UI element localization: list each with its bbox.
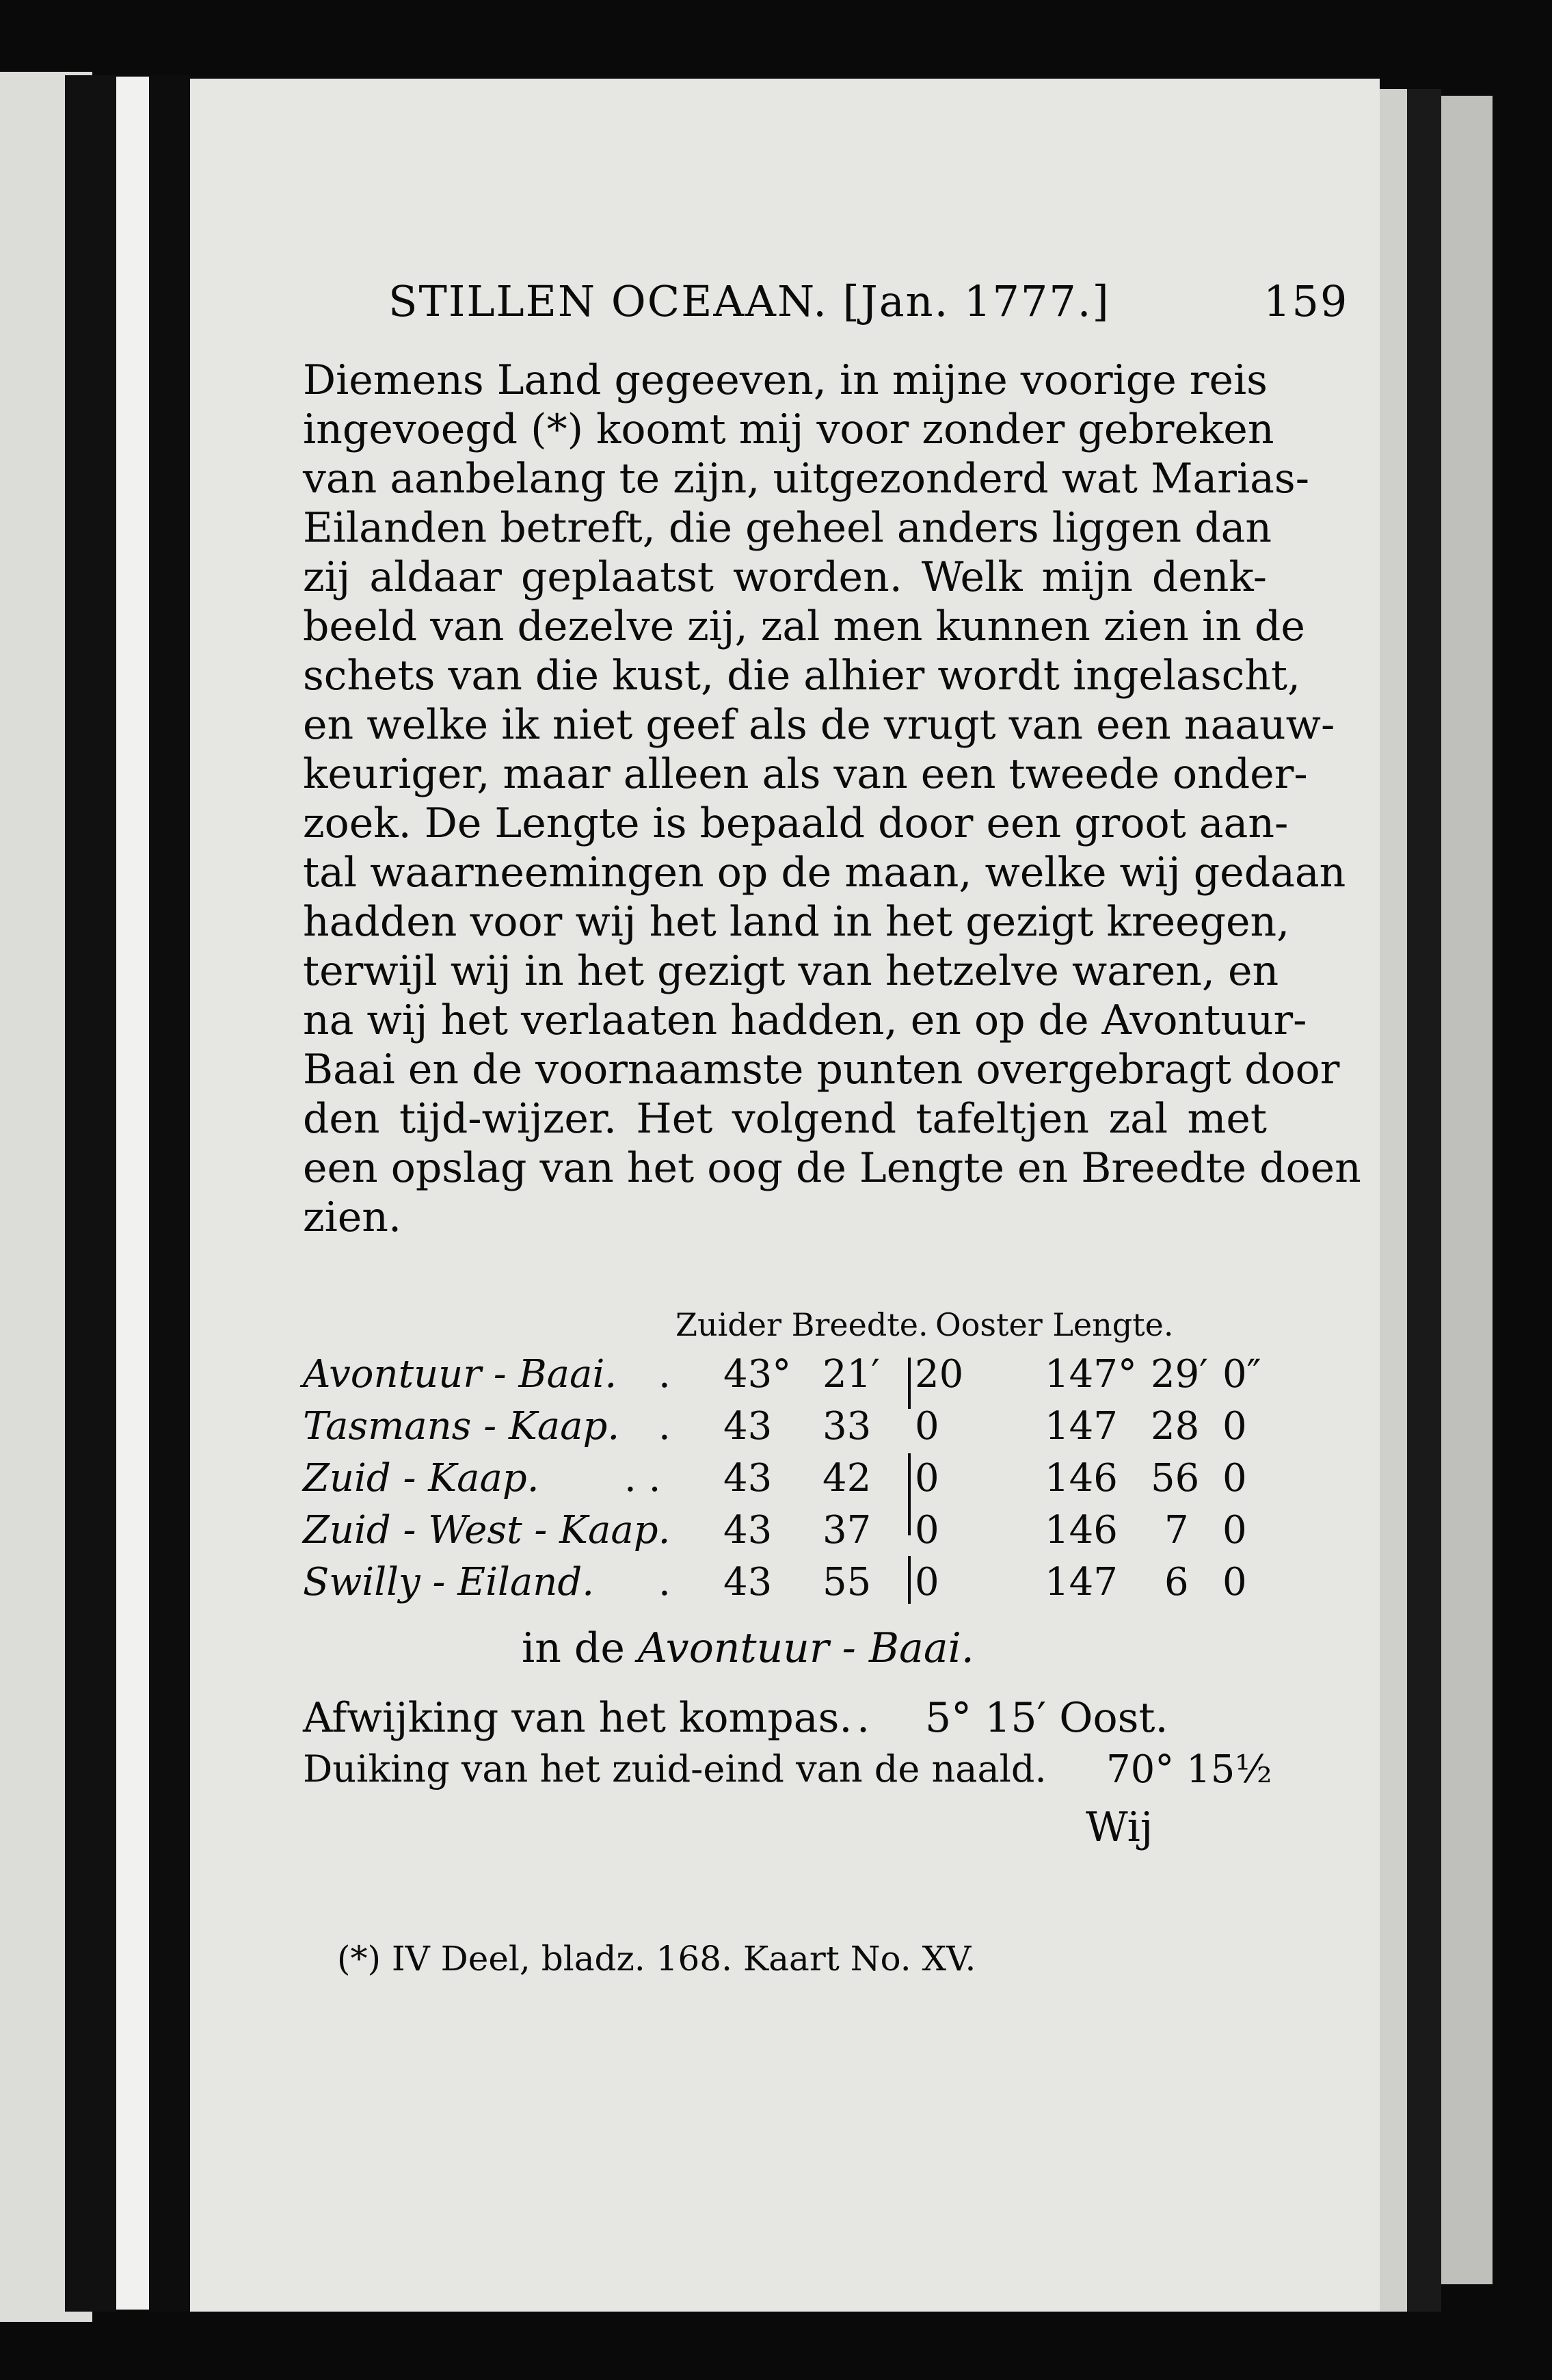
next-page-edge xyxy=(1441,96,1493,2284)
text-line: van aanbelang te zijn, uitgezonderd wat Marias- xyxy=(303,455,1309,503)
table-row xyxy=(303,1508,1267,1557)
longitude-seconds: 0″ xyxy=(1222,1352,1261,1397)
longitude-degrees: 147 xyxy=(1045,1560,1118,1604)
latitude-seconds: 0 xyxy=(915,1508,939,1552)
longitude-minutes: 56 xyxy=(1151,1456,1200,1500)
text-line: zij aldaar geplaatst worden. Welk mijn denk- xyxy=(303,553,1267,601)
text-line: Eilanden betreft, die geheel anders liggen dan xyxy=(303,504,1272,552)
longitude-minutes: 28 xyxy=(1151,1404,1200,1449)
book-gutter-inner xyxy=(149,75,190,2312)
needle-dip-label: Duiking van het zuid-eind van de naald. xyxy=(303,1747,1047,1790)
latitude-seconds: 0 xyxy=(915,1560,939,1604)
longitude-degrees: 146 xyxy=(1045,1456,1118,1500)
text-line: hadden voor wij het land in het gezigt kreegen, xyxy=(303,898,1290,946)
latitude-minutes: 37 xyxy=(822,1508,872,1552)
longitude-seconds: 0 xyxy=(1222,1560,1247,1604)
longitude-seconds: 0 xyxy=(1222,1404,1247,1449)
latitude-minutes: 55 xyxy=(822,1560,872,1604)
footnote: (*) IV Deel, bladz. 168. Kaart No. XV. xyxy=(337,1939,976,1979)
in-de-text: in de xyxy=(522,1624,625,1672)
compass-variation-label: Afwijking van het kompas. xyxy=(303,1694,853,1742)
text-line: keuriger, maar alleen als van een tweede onder- xyxy=(303,750,1308,798)
column-header-south-latitude: Zuider Breedte. xyxy=(675,1306,928,1343)
longitude-minutes: 29′ xyxy=(1151,1352,1208,1397)
longitude-degrees: 147° xyxy=(1045,1352,1137,1397)
latitude-minutes: 33 xyxy=(822,1404,872,1449)
longitude-seconds: 0 xyxy=(1222,1508,1247,1552)
place-name: Zuid - Kaap. xyxy=(303,1456,539,1500)
page-edge-strip xyxy=(116,77,149,2310)
longitude-degrees: 147 xyxy=(1045,1404,1118,1449)
location-name: Avontuur - Baai. xyxy=(637,1624,974,1672)
place-name: Swilly - Eiland. xyxy=(303,1560,594,1604)
table-row xyxy=(303,1404,1267,1453)
text-line: Baai en de voornaamste punten overgebragt door xyxy=(303,1046,1340,1094)
latitude-degrees: 43 xyxy=(723,1404,773,1449)
text-line: terwijl wij in het gezigt van hetzelve waren, en xyxy=(303,947,1279,995)
text-line: na wij het verlaaten hadden, en op de Avontuur- xyxy=(303,996,1307,1044)
text-line: zoek. De Lengte is bepaald door een groot aan- xyxy=(303,799,1289,847)
leader-dot: . xyxy=(857,1694,870,1742)
latitude-degrees: 43° xyxy=(723,1352,792,1397)
text-line: een opslag van het oog de Lengte en Breedte doen xyxy=(303,1144,1361,1192)
observation-location xyxy=(522,1624,974,1672)
place-name: Zuid - West - Kaap. xyxy=(303,1508,671,1552)
compass-variation-value: 5° 15′ Oost. xyxy=(925,1694,1168,1742)
latitude-minutes: 21′ xyxy=(822,1352,880,1397)
table-row xyxy=(303,1352,1267,1401)
leader-dots: . xyxy=(658,1404,671,1449)
latitude-minutes: 42 xyxy=(822,1456,872,1500)
latitude-seconds: 0 xyxy=(915,1404,939,1449)
place-name: Tasmans - Kaap. xyxy=(303,1404,620,1449)
text-line: en welke ik niet geef als de vrugt van een naauw- xyxy=(303,701,1335,749)
text-line: schets van die kust, die alhier wordt ingelascht, xyxy=(303,652,1301,700)
longitude-seconds: 0 xyxy=(1222,1456,1247,1500)
page-edge-right xyxy=(1380,89,1407,2312)
text-line: ingevoegd (*) koomt mij voor zonder gebreken xyxy=(303,406,1274,453)
book-page xyxy=(190,79,1380,2312)
running-header xyxy=(388,276,1349,326)
leader-dots: . xyxy=(658,1560,671,1604)
latitude-degrees: 43 xyxy=(723,1560,773,1604)
latitude-seconds: 20 xyxy=(915,1352,964,1397)
longitude-degrees: 146 xyxy=(1045,1508,1118,1552)
latitude-degrees: 43 xyxy=(723,1456,773,1500)
leader-dots: . . xyxy=(624,1456,661,1500)
table-row xyxy=(303,1456,1267,1505)
text-line: zien. xyxy=(303,1193,402,1241)
place-name: Avontuur - Baai. xyxy=(303,1352,617,1397)
text-line: den tijd-wijzer. Het volgend tafeltjen zal met xyxy=(303,1095,1267,1143)
catchword: Wij xyxy=(1086,1803,1153,1851)
needle-dip-value: 70° 15½ xyxy=(1106,1747,1272,1792)
latitude-seconds: 0 xyxy=(915,1456,939,1500)
book-gutter-left xyxy=(65,75,116,2312)
column-header-east-longitude: Ooster Lengte. xyxy=(935,1306,1174,1343)
longitude-minutes: 7 xyxy=(1164,1508,1189,1552)
page-number: 159 xyxy=(1263,276,1349,326)
book-gutter-right xyxy=(1407,89,1441,2312)
latitude-degrees: 43 xyxy=(723,1508,773,1552)
text-line: beeld van dezelve zij, zal men kunnen zien in de xyxy=(303,603,1305,650)
text-line: Diemens Land gegeeven, in mijne voorige reis xyxy=(303,356,1268,404)
text-line: tal waarneemingen op de maan, welke wij gedaan xyxy=(303,849,1346,897)
header-title: STILLEN OCEAAN. [Jan. 1777.] xyxy=(388,276,1110,326)
table-row xyxy=(303,1560,1267,1609)
leader-dots: . xyxy=(658,1352,671,1397)
longitude-minutes: 6 xyxy=(1164,1560,1189,1604)
